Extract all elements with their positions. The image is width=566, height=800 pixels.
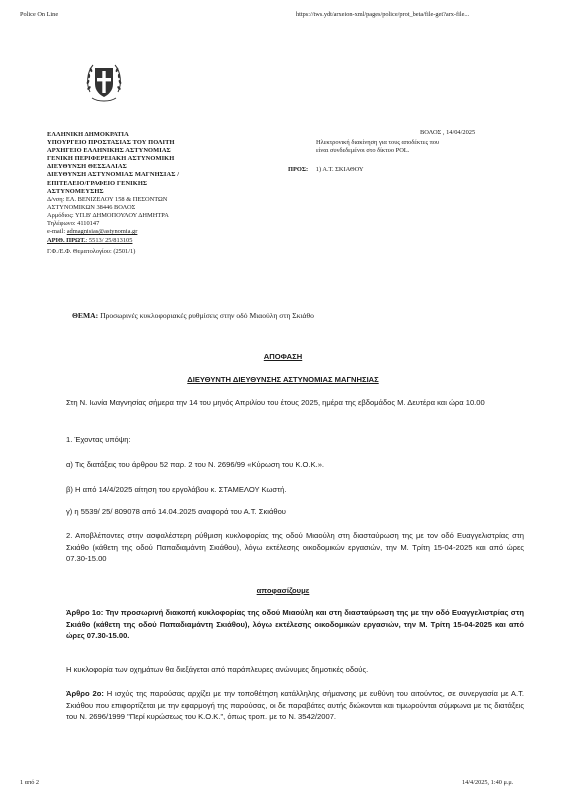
issuer-line: ΓΕΝΙΚΗ ΠΕΡΙΦΕΡΕΙΑΚΗ ΑΣΤΥΝΟΜΙΚΗ xyxy=(47,155,175,163)
distribution-note: είναι συνδεδεμένοι στο δίκτυο POL. xyxy=(316,147,410,154)
traffic-note: Η κυκλοφορία των οχημάτων θα διεξάγεται από παράπλευρες ανώνυμες δημοτικές οδούς. xyxy=(66,665,369,674)
issuer-block xyxy=(47,131,287,256)
browser-header-title: Police On Line xyxy=(20,11,59,18)
page-number: 1 από 2 xyxy=(20,779,40,786)
protocol-number xyxy=(47,237,287,245)
issuer-line: ΕΛΛΗΝΙΚΗ ΔΗΜΟΚΡΑΤΙΑ xyxy=(47,131,129,138)
consideration-c: γ) η 5539/ 25/ 809078 από 14.04.2025 αναφορά του Α.Τ. Σκιάθου xyxy=(66,507,286,516)
issuer-line: ΑΡΧΗΓΕΙΟ ΕΛΛΗΝΙΚΗΣ ΑΣΤΥΝΟΜΙΑΣ xyxy=(47,147,171,155)
print-datetime: 14/4/2025, 1:40 μ.μ. xyxy=(462,779,514,786)
issuer-line: ΕΠΙΤΕΛΕΙΟ/ΓΡΑΦΕΙΟ ΓΕΝΙΚΗΣ xyxy=(47,179,148,187)
contact-person: Αρμόδιος: ΥΠ.Β' ΔΗΜΟΠΟΥΛΟΥ ΔΗΜΗΤΡΑ xyxy=(47,211,169,219)
decision-intro: Στη Ν. Ιωνία Μαγνησίας σήμερα την 14 του μηνός Απριλίου του έτους 2025, ημέρα της εβδομάδος Μ. Δευτέρα και ώρα 10.00 xyxy=(66,398,485,407)
decision-title: ΑΠΟΦΑΣΗ xyxy=(263,352,303,361)
address-line: Δ/νση: ΕΛ. ΒΕΝΙΖΕΛΟΥ 158 & ΠΕΣΟΝΤΩΝ xyxy=(47,195,168,203)
purpose-paragraph: 2. Αποβλέποντες στην ασφαλέστερη ρύθμιση κυκλοφορίας της οδού Μιαούλη στη διασταύρωση της με τον οδό Ευαγγελιστρίας στη Σκιάθο (κάθετη της οδού Παπαδιαμάντη Σκιάθου), λόγω εκτέλεσης οικοδομικών εργασιών, την Μ. Τρίτη 15-04-2025 και από ώρες 07.30-15.00 xyxy=(66,531,524,563)
issuer-line: ΔΙΕΥΘΥΝΣΗ ΘΕΣΣΑΛΙΑΣ xyxy=(47,163,127,171)
recipient-line xyxy=(288,166,364,174)
consideration-b: β) Η από 14/4/2025 αίτηση του εργολάβου κ. ΣΤΑΜΕΛΟΥ Κωστή. xyxy=(66,485,287,494)
email-line xyxy=(47,228,287,236)
address-line: ΑΣΤΥΝΟΜΙΚΩΝ 38446 ΒΟΛΟΣ xyxy=(47,203,136,211)
article-1 xyxy=(66,607,524,642)
phone-number: Τηλέφωνο: 4110147 xyxy=(47,220,100,228)
email-label: e-mail: xyxy=(47,228,67,236)
recipient-label: ΠΡΟΣ: xyxy=(288,166,309,173)
date-line: ΒΟΛΟΣ , 14/04/2025 xyxy=(420,129,476,136)
article-2-label: Άρθρο 2ο: xyxy=(66,689,104,698)
considerations-heading: 1. Έχοντας υπόψη: xyxy=(66,435,131,444)
recipient-value: 1) Α.Τ. ΣΚΙΑΘΟΥ xyxy=(315,166,364,173)
email-link[interactable]: admagnisias@astynomia.gr xyxy=(66,228,138,236)
subject-line xyxy=(72,311,314,320)
decide-heading: αποφασίζουμε xyxy=(256,586,310,595)
article-2-text: Η ισχύς της παρούσας αρχίζει με την τοποθέτηση κατάλληλης σήμανσης με ευθύνη του αιτούντος, σε συνεργασία με Α.Τ. Σκιάθου που επιφορτίζεται με την εφαρμογή της παρούσας, οι δε παραβάτες αυτής διώκονται και τιμωρούνται σύμφωνα με τις διατάξεις του Ν. 2696/1999 "Περί κυρώσεως του Κ.Ο.Κ.", όπως τροπ. με το Ν. 3542/2007. xyxy=(66,689,525,721)
thematology-code: Γ.Φ./Ε.Φ. Θεματολογίου: (2501/1) xyxy=(47,248,136,256)
browser-header-url: https://tws.ydt/arxeion-xml/pages/police/prot_beta/file-get?arx-file... xyxy=(296,11,470,18)
greek-emblem-icon xyxy=(84,60,124,106)
subject-text: Προσωρινές κυκλοφοριακές ρυθμίσεις στην οδό Μιαούλη στη Σκιάθο xyxy=(100,311,314,320)
issuer-line: ΥΠΟΥΡΓΕΙΟ ΠΡΟΣΤΑΣΙΑΣ ΤΟΥ ΠΟΛΙΤΗ xyxy=(47,139,175,147)
protocol-label: ΑΡΙΘ. ΠΡΩΤ. xyxy=(47,237,86,245)
consideration-a: α) Τις διατάξεις του άρθρου 52 παρ. 2 του Ν. 2696/99 «Κύρωση του Κ.Ο.Κ.». xyxy=(66,460,325,469)
protocol-value: : 5513/ 25/813105 xyxy=(85,237,133,245)
issuer-line: ΔΙΕΥΘΥΝΣΗ ΑΣΤΥΝΟΜΙΑΣ ΜΑΓΝΗΣΙΑΣ / xyxy=(47,171,180,179)
article-2 xyxy=(66,688,524,723)
decision-subtitle: ΔΙΕΥΘΥΝΤΗ ΔΙΕΥΘΥΝΣΗΣ ΑΣΤΥΝΟΜΙΑΣ ΜΑΓΝΗΣΙΑΣ xyxy=(187,375,379,384)
article-1-label: Άρθρο 1ο: xyxy=(66,608,104,617)
article-1-text: Την προσωρινή διακοπή κυκλοφορίας της οδού Μιαούλη και στη διασταύρωση της με την οδό Ευαγγελιστρίας στη Σκιάθο (κάθετη της οδού Παπαδιαμάντη Σκιάθου), λόγω εκτέλεσης οικοδομικών εργασιών, την Μ. Τρίτη 15-04-2025 και από ώρες 07.30-15.00. xyxy=(66,608,524,640)
distribution-note: Ηλεκτρονική διακίνηση για τους αποδέκτες που xyxy=(316,139,440,146)
subject-label: ΘΕΜΑ: xyxy=(72,311,99,320)
issuer-line: ΑΣΤΥΝΟΜΕΥΣΗΣ xyxy=(47,187,104,195)
